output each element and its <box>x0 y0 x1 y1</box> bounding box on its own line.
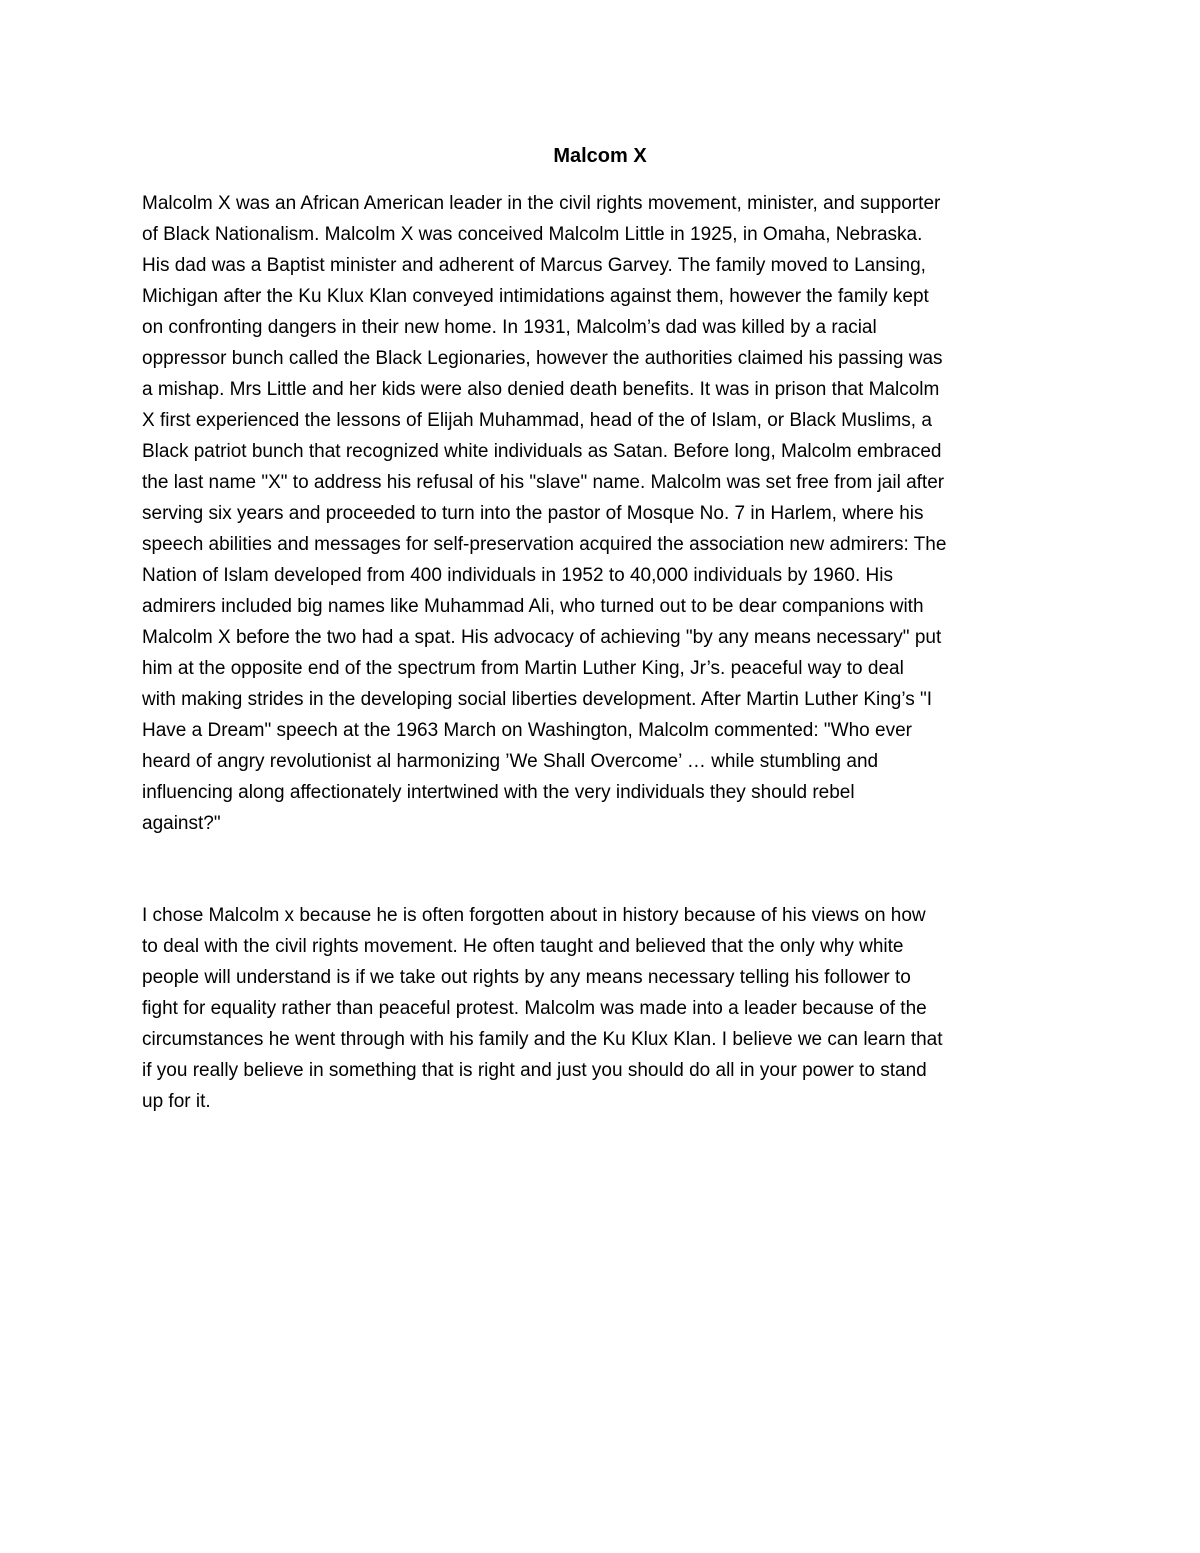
text-line: Have a Dream" speech at the 1963 March on Washington, Malcolm commented: "Who ever <box>142 720 912 741</box>
document-title: Malcom X <box>553 145 647 167</box>
text-line: if you really believe in something that is right and just you should do all in your power to stand <box>142 1060 927 1081</box>
text-line: circumstances he went through with his family and the Ku Klux Klan. I believe we can learn that <box>142 1029 943 1050</box>
text-line: serving six years and proceeded to turn into the pastor of Mosque No. 7 in Harlem, where his <box>142 503 924 524</box>
text-line: people will understand is if we take out rights by any means necessary telling his follower to <box>142 967 911 988</box>
text-line: up for it. <box>142 1091 211 1112</box>
text-line: speech abilities and messages for self-preservation acquired the association new admirers: The <box>142 534 947 555</box>
reflection-paragraph <box>142 900 1064 1117</box>
text-line: a mishap. Mrs Little and her kids were also denied death benefits. It was in prison that Malcolm <box>142 379 940 400</box>
text-line: admirers included big names like Muhammad Ali, who turned out to be dear companions with <box>142 596 924 617</box>
text-line: Malcolm X before the two had a spat. His advocacy of achieving "by any means necessary" put <box>142 627 942 648</box>
text-line: His dad was a Baptist minister and adherent of Marcus Garvey. The family moved to Lansing, <box>142 255 926 276</box>
text-line: oppressor bunch called the Black Legionaries, however the authorities claimed his passing was <box>142 348 943 369</box>
text-line: Michigan after the Ku Klux Klan conveyed intimidations against them, however the family kept <box>142 286 929 307</box>
text-line: on confronting dangers in their new home. In 1931, Malcolm’s dad was killed by a racial <box>142 317 877 338</box>
text-line: to deal with the civil rights movement. He often taught and believed that the only why white <box>142 936 904 957</box>
biography-paragraph <box>142 188 1064 839</box>
text-line: heard of angry revolutionist al harmonizing ’We Shall Overcome’ … while stumbling and <box>142 751 879 772</box>
text-line: Malcolm X was an African American leader in the civil rights movement, minister, and supporter <box>142 193 941 214</box>
text-line: with making strides in the developing social liberties development. After Martin Luther King’s "I <box>142 689 933 710</box>
text-line: of Black Nationalism. Malcolm X was conceived Malcolm Little in 1925, in Omaha, Nebraska. <box>142 224 923 245</box>
text-line: influencing along affectionately intertwined with the very individuals they should rebel <box>142 782 855 803</box>
text-line: against?" <box>142 813 221 834</box>
text-line: Black patriot bunch that recognized white individuals as Satan. Before long, Malcolm embraced <box>142 441 942 462</box>
text-line: him at the opposite end of the spectrum from Martin Luther King, Jr’s. peaceful way to deal <box>142 658 904 679</box>
text-line: fight for equality rather than peaceful protest. Malcolm was made into a leader because of the <box>142 998 927 1019</box>
text-line: the last name "X" to address his refusal of his "slave" name. Malcolm was set free from jail after <box>142 472 945 493</box>
text-line: I chose Malcolm x because he is often forgotten about in history because of his views on how <box>142 905 926 926</box>
text-line: X first experienced the lessons of Elijah Muhammad, head of the of Islam, or Black Muslims, a <box>142 410 932 431</box>
text-line: Nation of Islam developed from 400 individuals in 1952 to 40,000 individuals by 1960. His <box>142 565 893 586</box>
